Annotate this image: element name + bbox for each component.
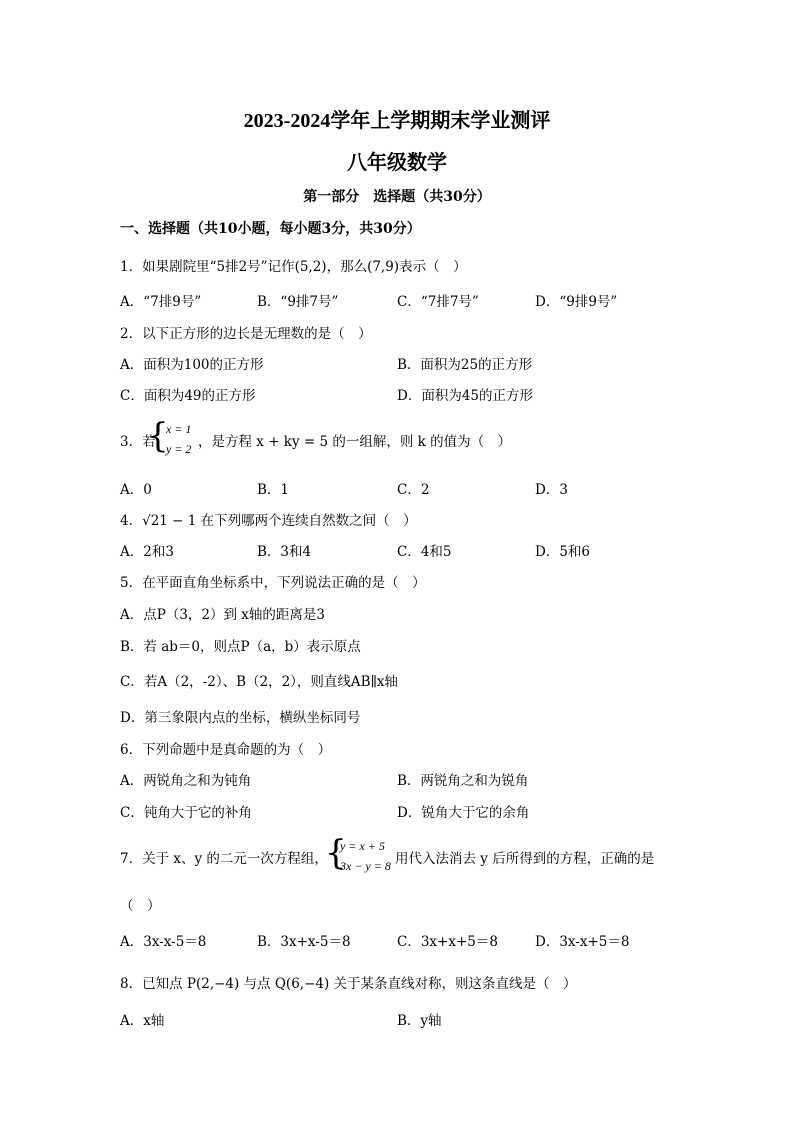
q7-option-d: D．3x-x+5＝8: [535, 934, 630, 950]
q1-option-d: D．“9排9号”: [535, 294, 618, 310]
q1-option-c: C．“7排7号”: [397, 294, 479, 310]
q6-option-b: B．两锐角之和为锐角: [397, 773, 529, 789]
q6-option-c: C．钝角大于它的补角: [120, 805, 252, 821]
page-subtitle: 八年级数学: [347, 150, 447, 174]
q3-eq1: x = 1: [166, 422, 192, 436]
question-2: 2．以下正方形的边长是无理数的是（ ）: [120, 326, 372, 342]
q5-option-d: D．第三象限内点的坐标，横纵坐标同号: [120, 710, 361, 726]
page-title: 2023-2024学年上学期期末学业测评: [243, 110, 551, 132]
q8-option-a: A．x轴: [120, 1013, 165, 1029]
q4-option-c: C．4和5: [397, 544, 452, 560]
q2-option-c: C．面积为49的正方形: [120, 388, 256, 404]
q5-option-b: B．若 ab＝0，则点P（a，b）表示原点: [120, 639, 361, 655]
q4-option-a: A．2和3: [120, 544, 174, 560]
question-4: 4．√21 − 1 在下列哪两个连续自然数之间（ ）: [120, 513, 417, 529]
q7-option-b: B．3x+x-5＝8: [257, 934, 351, 950]
q3-brace: {: [147, 416, 169, 456]
question-7-prefix: 7．关于 x、y 的二元一次方程组，: [120, 851, 328, 867]
q3-option-d: D．3: [535, 482, 568, 498]
question-7-suffix: 用代入法消去 y 后所得到的方程，正确的是: [395, 851, 655, 867]
q7-brace: {: [325, 833, 347, 873]
question-7-paren: （ ）: [120, 898, 161, 914]
question-3-prefix: 3．若: [120, 434, 156, 450]
q6-option-d: D．锐角大于它的余角: [397, 805, 530, 821]
q7-option-a: A．3x-x-5＝8: [120, 934, 207, 950]
question-1: 1．如果剧院里“5排2号”记作(5,2)，那么(7,9)表示（ ）: [120, 259, 467, 275]
q4-option-b: B．3和4: [257, 544, 312, 560]
q3-option-a: A．0: [120, 482, 152, 498]
question-8: 8．已知点 P(2,−4) 与点 Q(6,−4) 关于某条直线对称，则这条直线是（ ）: [120, 976, 577, 992]
q2-option-b: B．面积为25的正方形: [397, 357, 533, 373]
q5-option-c: C．若A（2，-2）、B（2，2），则直线AB∥x轴: [120, 674, 398, 690]
part-heading: 第一部分 选择题（共30分）: [303, 189, 491, 205]
question-3-suffix: ，是方程 x + ky = 5 的一组解，则 k 的值为（ ）: [198, 434, 512, 450]
question-5: 5．在平面直角坐标系中，下列说法正确的是（ ）: [120, 575, 426, 591]
q7-option-c: C．3x+x+5＝8: [397, 934, 498, 950]
q3-eq2: y = 2: [166, 442, 192, 456]
q2-option-a: A．面积为100的正方形: [120, 357, 264, 373]
q3-option-c: C．2: [397, 482, 430, 498]
q8-option-b: B．y轴: [397, 1013, 442, 1029]
q7-eq1: y = x + 5: [340, 839, 385, 853]
q4-option-d: D．5和6: [535, 544, 591, 560]
question-6: 6．下列命题中是真命题的为（ ）: [120, 742, 332, 758]
q1-option-b: B．“9排7号”: [257, 294, 339, 310]
q3-option-b: B．1: [257, 482, 290, 498]
q6-option-a: A．两锐角之和为钝角: [120, 773, 252, 789]
q1-option-a: A．“7排9号”: [120, 294, 202, 310]
q2-option-d: D．面积为45的正方形: [397, 388, 534, 404]
q7-eq2: 3x − y = 8: [340, 859, 391, 873]
q5-option-a: A．点P（3，2）到 x轴的距离是3: [120, 607, 326, 623]
section-heading: 一、选择题（共10小题，每小题3分，共30分）: [120, 221, 421, 237]
